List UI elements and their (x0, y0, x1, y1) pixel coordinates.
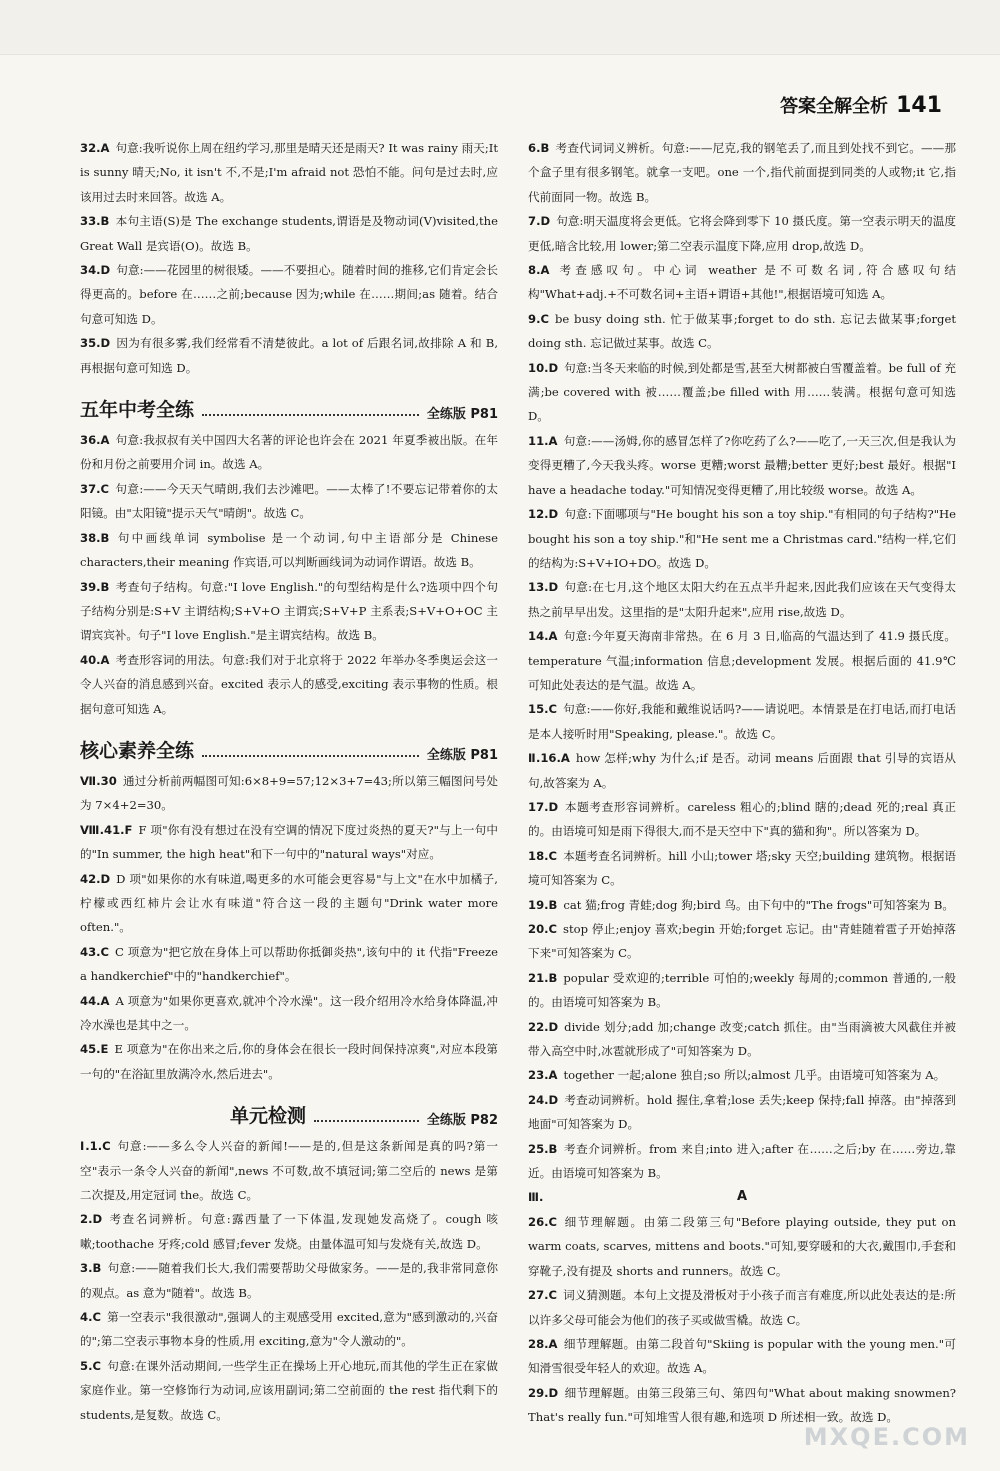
answer-item (80, 940, 498, 989)
answer-number: 28.A (528, 1336, 558, 1351)
answer-number: 29.D (528, 1385, 559, 1400)
answer-number: 27.C (528, 1288, 558, 1303)
answer-explanation: A 项意为"如果你更喜欢,就冲个冷水澡"。这一段介绍用冷水给身体降温,冲冷水澡也是其中之一。 (80, 993, 498, 1032)
answer-explanation: 句意:我听说你上周在纽约学习,那里是晴天还是雨天? It was rainy 雨天;It is sunny 晴天;No, it isn't 不,不是;I'm afraid not 恐怕不能。问句是过去时,应该用过去时来回答。故选 A。 (80, 141, 498, 204)
answer-item (528, 209, 956, 258)
answer-explanation: together 一起;alone 独自;so 所以;almost 几乎。由语境可知答案为 A。 (563, 1068, 946, 1083)
section-reference: 全练版 P82 (426, 1113, 498, 1129)
section-title: 单元检测 (230, 1105, 307, 1128)
answer-item (80, 1305, 498, 1354)
answer-item (80, 477, 498, 526)
answer-number: 25.B (528, 1141, 558, 1156)
answer-number: 3.B (80, 1261, 102, 1276)
answer-explanation: D 项"如果你的水有味道,喝更多的水可能会更容易"与上文"在水中加橘子,柠檬或西红柿片会让水有味道"符合这一段的主题句"Drink water more often."。 (80, 871, 498, 935)
answer-explanation: 句意:我叔叔有关中国四大名著的评论也许会在 2021 年夏季被出版。在年份和月份之前要用介词 in。故选 A。 (80, 433, 498, 472)
answer-explanation: 句意:下面哪项与"He bought his son a toy ship."有相同的句子结构?"He bought his son a toy ship."和"He sent me a Christmas card."结构一样,它们的结构为:S+V+IO+DO。故选 D。 (528, 507, 956, 570)
answer-item (528, 893, 956, 917)
answer-item (80, 331, 498, 380)
answer-explanation: 考查名词辨析。句意:露西量了一下体温,发现她发高烧了。cough 咳嗽;toothache 牙疼;cold 感冒;fever 发烧。由量体温可知与发烧有关,故选 D。 (80, 1212, 498, 1251)
answer-number: Ⅷ.41.F (80, 822, 133, 837)
answer-explanation: 句意:——今天天气晴朗,我们去沙滩吧。——太棒了!不要忘记带着你的太阳镜。由"太阳镜"提示天气"晴朗"。故选 C。 (80, 481, 498, 521)
answer-number: 13.D (528, 580, 559, 595)
answer-number: Ⅶ.30 (80, 773, 117, 788)
answer-item (528, 1015, 956, 1064)
answer-explanation: 本题考查形容词辨析。careless 粗心的;blind 瞎的;dead 死的;real 真正的。由语境可知是雨下得很大,而不是天空中下"真的猫和狗"。所以答案为 D。 (528, 799, 956, 839)
answer-number: 21.B (528, 970, 558, 985)
answer-item (528, 746, 956, 795)
answer-item (528, 917, 956, 966)
answer-number: 9.C (528, 311, 549, 326)
answer-item (80, 1354, 498, 1427)
answer-explanation: 考查句子结构。句意:"I love English."的句型结构是什么?选项中四个句子结构分别是:S+V 主谓结构;S+V+O 主谓宾;S+V+P 主系表;S+V+O+OC 主谓宾宾补。句子"I love English."是主谓宾结构。故选 B。 (80, 579, 498, 643)
answer-explanation: cat 猫;frog 青蛙;dog 狗;bird 鸟。由下句中的"The frogs"可知答案为 B。 (563, 897, 954, 912)
answer-explanation: 句意:当冬天来临的时候,到处都是雪,甚至大树都被白雪覆盖着。be full of 充满;be covered with 被……覆盖;be filled with 用……装满。根据句意可知选 D。 (528, 360, 956, 424)
answer-item (80, 428, 498, 477)
answer-number: 44.A (80, 993, 110, 1008)
section-reference: 全练版 P81 (426, 747, 498, 763)
answer-explanation: 本题考查名词辨析。hill 小山;tower 塔;sky 天空;building 建筑物。根据语境可知答案为 C。 (528, 848, 956, 888)
answer-explanation: 考查形容词的用法。句意:我们对于北京将于 2022 年举办冬季奥运会这一令人兴奋的消息感到兴奋。excited 表示人的感受,exciting 表示事物的性质。根据句意可知选 A。 (80, 652, 498, 716)
answer-number: 5.C (80, 1358, 101, 1373)
answer-number: 39.B (80, 579, 110, 594)
answer-number: 36.A (80, 433, 110, 448)
answer-number: 15.C (528, 702, 558, 717)
answer-explanation: 句意:——多么令人兴奋的新闻!——是的,但是这条新闻是真的吗?第一空"表示一条令人兴奋的新闻",news 不可数,故不填冠词;第二空后的 news 是第二次提及,用定冠词 the。故选 C。 (80, 1139, 499, 1203)
answer-item (80, 1134, 498, 1207)
section-reference: 全练版 P81 (426, 407, 498, 423)
answer-number: 7.D (528, 214, 551, 229)
answer-explanation: 句意:今年夏天海南非常热。在 6 月 3 日,临高的气温达到了 41.9 摄氏度。temperature 气温;information 信息;development 发展。根据后面的 41.9℃可知此处表达的是气温。故选 A。 (528, 629, 956, 692)
answer-explanation: popular 受欢迎的;terrible 可怕的;weekly 每周的;common 普通的,一般的。由语境可知答案为 B。 (528, 970, 956, 1010)
answer-number: 4.C (80, 1310, 101, 1325)
answer-explanation: 本句主语(S)是 The exchange students,谓语是及物动词(V)visited,the Great Wall 是宾语(O)。故选 B。 (80, 214, 498, 253)
answer-number: 42.D (80, 871, 111, 886)
answer-number: 26.C (528, 1214, 558, 1229)
answer-item (528, 429, 956, 502)
answer-number: 35.D (80, 336, 111, 351)
answer-explanation: 句中画线单词 symbolise 是一个动词,句中主语部分是 Chinese characters,their meaning 作宾语,可以判断画线词为动词作谓语。故选 B。 (80, 530, 498, 570)
answer-explanation: stop 停止;enjoy 喜欢;begin 开始;forget 忘记。由"青蛙随着雹子开始掉落下来"可知答案为 C。 (528, 922, 956, 961)
answer-number: 17.D (528, 799, 559, 814)
answer-item (528, 1088, 956, 1137)
answer-explanation: 句意:明天温度将会更低。它将会降到零下 10 摄氏度。第一空表示明天的温度更低,暗含比较,用 lower;第二空表示温度下降,应用 drop,故选 D。 (528, 214, 956, 253)
answer-explanation: F 项"你有没有想过在没有空调的情况下度过炎热的夏天?"与上一句中的"In summer, the high heat"和下一句中的"natural ways"对应。 (80, 822, 498, 862)
answer-number: 23.A (528, 1068, 558, 1083)
answer-item (80, 1256, 498, 1305)
answer-number: 11.A (528, 433, 558, 448)
answer-item (80, 989, 498, 1038)
answer-number: Ⅰ.1.C (80, 1139, 111, 1154)
answer-item (80, 209, 498, 258)
answer-item (80, 867, 498, 940)
answer-explanation: 考查感叹句。中心词 weather 是不可数名词,符合感叹句结构"What+adj.+不可数名词+主语+谓语+其他!",根据语境可知选 A。 (528, 263, 956, 302)
answer-item (528, 624, 956, 697)
passage-label: A (736, 1189, 748, 1205)
dotted-leader (314, 1120, 419, 1122)
answer-number: 8.A (528, 263, 550, 278)
answer-number: 18.C (528, 848, 558, 863)
answer-explanation: 第一空表示"我很激动",强调人的主观感受用 excited,意为"感到激动的,兴奋的";第二空表示事物本身的性质,用 exciting,意为"令人激动的"。 (80, 1310, 498, 1349)
section-title: 核心素养全练 (80, 739, 195, 762)
answer-explanation: 细节理解题。由第二段首句"Skiing is popular with the young men."可知滑雪很受年轻人的欢迎。故选 A。 (528, 1336, 956, 1376)
answer-explanation: 细节理解题。由第三段第三句、第四句"What about making snowmen? That's really fun."可知堆雪人很有趣,和选项 D 所述相一致。故选 D。 (528, 1385, 956, 1425)
answer-explanation: 通过分析前两幅图可知:6×8+9=57;12×3+7=43;所以第三幅图问号处为 7×4+2=30。 (80, 773, 498, 813)
answer-explanation: C 项意为"把它放在身体上可以帮助你抵御炎热",该句中的 it 代指"Freeze a handkerchief"中的"handkerchief"。 (80, 944, 498, 984)
answer-number: 45.E (80, 1042, 109, 1057)
section-title: 五年中考全练 (80, 399, 195, 422)
answer-explanation: 考查介词辨析。from 来自;into 进入;after 在……之后;by 在……旁边,靠近。由语境可知答案为 B。 (528, 1141, 956, 1181)
answer-item (528, 795, 956, 844)
answer-explanation: 句意:——花园里的树很矮。——不要担心。随着时间的推移,它们肯定会长得更高的。before 在……之前;because 因为;while 在……期间;as 随着。结合句意可知选 D。 (80, 263, 498, 326)
answer-item (528, 1283, 956, 1332)
answer-number: 33.B (80, 214, 110, 229)
answer-item (80, 648, 498, 721)
answer-item (528, 356, 956, 429)
answer-explanation: 句意:——汤姆,你的感冒怎样了?你吃药了么?——吃了,一天三次,但是我认为变得更糟了,今天我头疼。worse 更糟;worst 最糟;better 更好;best 最好。根据"I have a headache today."可知情况变得更糟了,用比较级 worse。故选 A。 (528, 433, 956, 497)
answer-item (528, 844, 956, 893)
top-bar (0, 0, 1000, 55)
header-title: 答案全解全析 (780, 96, 889, 117)
answer-number: 19.B (528, 897, 558, 912)
answer-explanation: 句意:在课外活动期间,一些学生正在操场上开心地玩,而其他的学生正在家做家庭作业。第一空修饰行为动词,应该用副词;第二空前面的 the rest 指代剩下的 students,是复数。故选 C。 (80, 1358, 498, 1422)
answer-number: 34.D (80, 263, 111, 278)
answer-explanation: 考查代词词义辨析。句意:——尼克,我的钢笔丢了,而且到处找不到它。——那个盒子里有很多钢笔。就拿一支吧。one 一个,指代前面提到同类的人或物;it 它,指代前面同一物。故选 B。 (528, 141, 956, 204)
answer-item (528, 136, 956, 209)
part-label-row (528, 1185, 956, 1209)
part-number: Ⅲ. (528, 1190, 544, 1205)
answer-number: 37.C (80, 481, 110, 496)
answer-explanation: divide 划分;add 加;change 改变;catch 抓住。由"当雨滴被大风截住并被带入高空中时,冰雹就形成了"可知答案为 D。 (528, 1019, 956, 1059)
answer-explanation: 因为有很多雾,我们经常看不清楚彼此。a lot of 后跟名词,故排除 A 和 B,再根据句意可知选 D。 (80, 336, 498, 375)
answer-item (528, 1332, 956, 1381)
answer-item (80, 1037, 498, 1086)
answer-explanation: 词义猜测题。本句上文提及滑板对于小孩子而言有难度,所以此处表达的是:所以许多父母可能会为他们的孩子买或做雪橇。故选 C。 (528, 1288, 956, 1327)
answer-item (80, 526, 498, 575)
answer-number: 6.B (528, 141, 550, 155)
answer-explanation: 句意:——随着我们长大,我们需要帮助父母做家务。——是的,我非常同意你的观点。as 意为"随着"。故选 B。 (80, 1261, 498, 1300)
answer-item (528, 1137, 956, 1186)
dotted-leader (202, 755, 419, 757)
answer-explanation: be busy doing sth. 忙于做某事;forget to do sth. 忘记去做某事;forget doing sth. 忘记做过某事。故选 C。 (528, 311, 956, 351)
answer-explanation: 句意:在七月,这个地区太阳大约在五点半升起来,因此我们应该在天气变得太热之前早早出发。这里指的是"太阳升起来",应用 rise,故选 D。 (528, 580, 956, 619)
answer-explanation: 考查动词辨析。hold 握住,拿着;lose 丢失;keep 保持;fall 掉落。由"掉落到地面"可知答案为 D。 (528, 1092, 956, 1132)
answer-item (80, 575, 498, 648)
right-column (528, 136, 956, 1430)
watermark: MXQE.COM (803, 1423, 970, 1451)
answer-explanation: 句意:——你好,我能和戴维说话吗?——请说吧。本情景是在打电话,而打电话是本人接听时用"Speaking, please."。故选 C。 (528, 702, 956, 741)
answer-explanation: how 怎样;why 为什么;if 是否。动词 means 后面跟 that 引导的宾语从句,故答案为 A。 (528, 751, 956, 790)
answer-number: 10.D (528, 360, 559, 375)
page-header (780, 92, 942, 118)
answer-item (80, 136, 498, 209)
answer-number: 38.B (80, 530, 110, 545)
answer-number: 20.C (528, 922, 558, 936)
answer-number: 14.A (528, 629, 558, 644)
answer-number: 43.C (80, 944, 110, 959)
answer-number: Ⅱ.16.A (528, 751, 570, 766)
answer-item (528, 258, 956, 307)
answer-item (528, 697, 956, 746)
answer-number: 24.D (528, 1092, 559, 1107)
answer-number: 2.D (80, 1212, 103, 1227)
answer-item (528, 1210, 956, 1283)
section-heading (80, 729, 498, 763)
answer-number: 40.A (80, 652, 110, 667)
answer-item (528, 502, 956, 575)
answer-item (80, 818, 498, 867)
answer-item (80, 1207, 498, 1256)
answer-item (528, 307, 956, 356)
answer-number: 12.D (528, 507, 559, 522)
dotted-leader (202, 414, 419, 416)
section-heading (230, 1094, 498, 1128)
answer-item (528, 1063, 956, 1087)
answer-explanation: E 项意为"在你出来之后,你的身体会在很长一段时间保持凉爽",对应本段第一句的"在浴缸里放满冷水,然后进去"。 (80, 1042, 498, 1081)
left-column (80, 136, 498, 1427)
answer-number: 22.D (528, 1019, 559, 1034)
page-number: 141 (896, 92, 942, 118)
answer-number: 32.A (80, 141, 110, 155)
answer-item (528, 966, 956, 1015)
answer-item (80, 258, 498, 331)
section-heading (80, 388, 498, 422)
answer-explanation: 细节理解题。由第二段第三句"Before playing outside, they put on warm coats, scarves, mittens and boots."可知,要穿暖和的大衣,戴围巾,手套和穿靴子,没有提及 shorts and runners。故选 C。 (528, 1214, 956, 1278)
answer-item (80, 769, 498, 818)
answer-item (528, 575, 956, 624)
